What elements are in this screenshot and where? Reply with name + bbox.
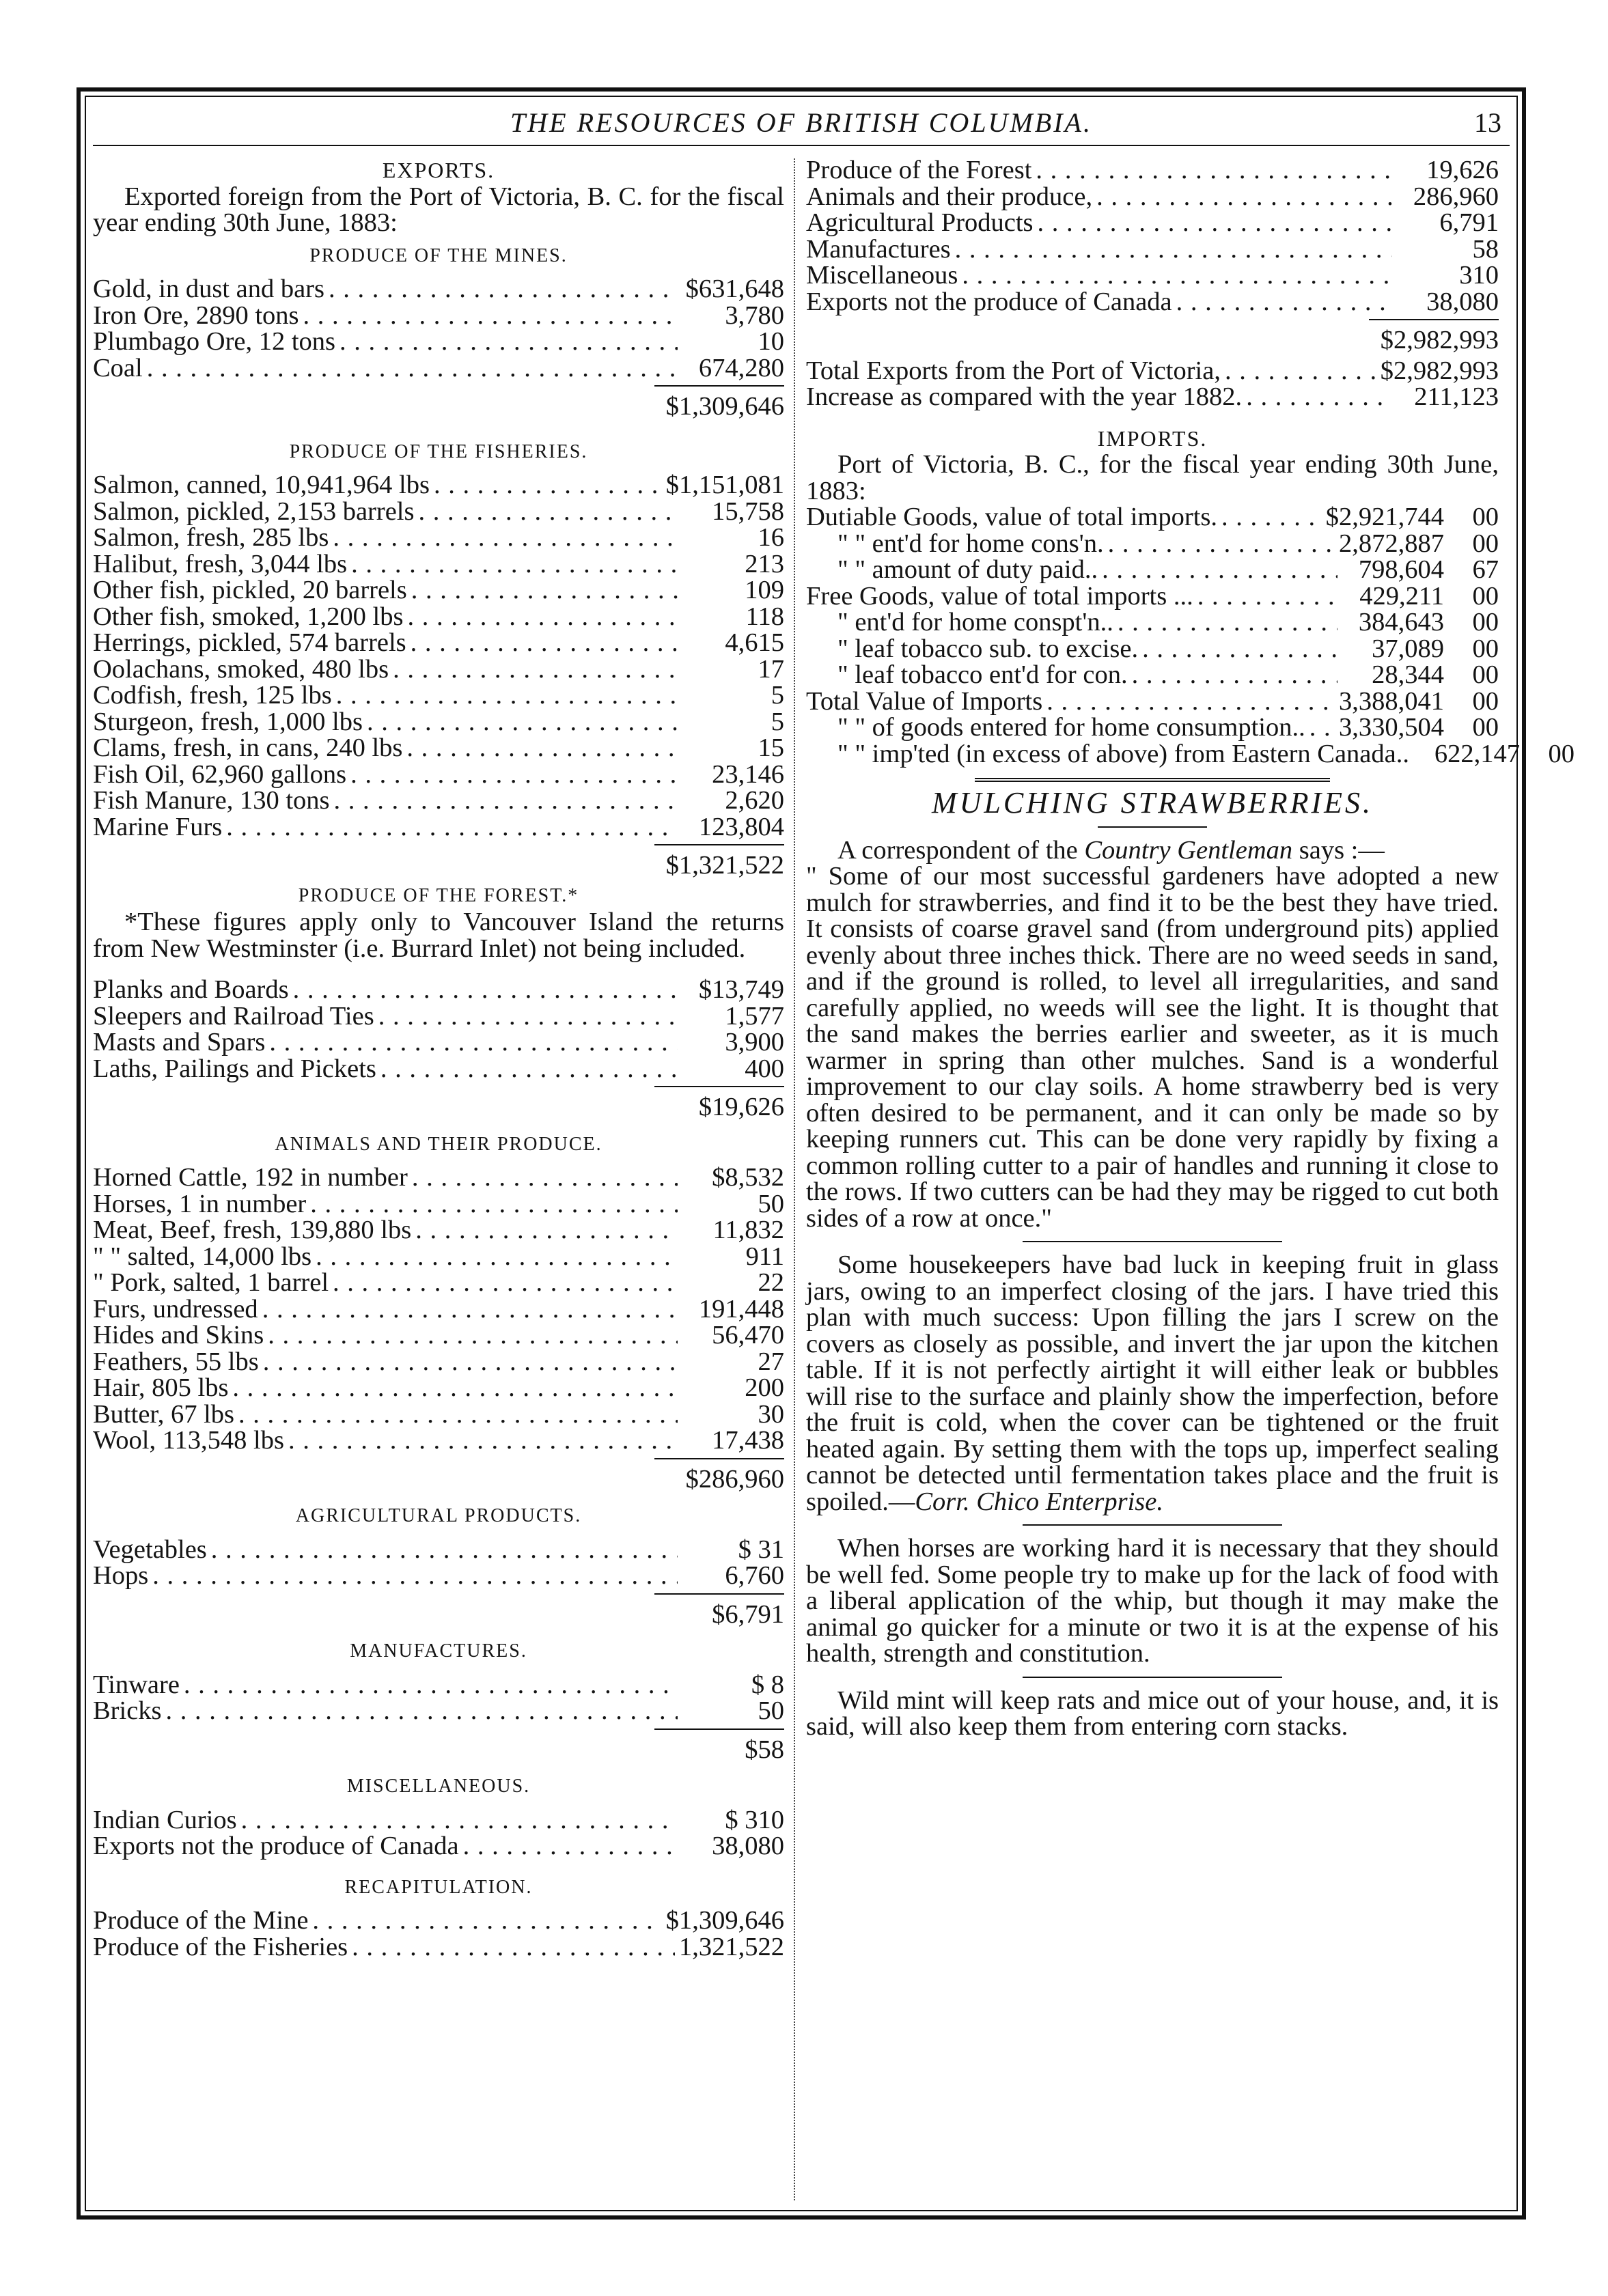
agricultural-heading: AGRICULTURAL PRODUCTS. <box>295 1505 582 1526</box>
forest-note: *These figures apply only to Vancouver Island the returns from New Westminster (i.e. Burrard Inlet) not being included. <box>93 908 784 963</box>
table-row <box>93 1537 784 1563</box>
row-value: 6,760 <box>725 1561 784 1590</box>
table-row <box>93 355 784 382</box>
row-value: $13,749 <box>698 975 784 1004</box>
leader-dots <box>316 1244 678 1270</box>
row-label: Halibut, fresh, 3,044 lbs <box>93 549 348 578</box>
recapitulation-total: $2,982,993 <box>1380 326 1499 354</box>
row-value: 50 <box>758 1189 784 1218</box>
leader-dots <box>1221 504 1322 531</box>
row-label: Meat, Beef, fresh, 139,880 lbs <box>93 1216 412 1244</box>
imports-row <box>806 504 1499 531</box>
mines-total: $1,309,646 <box>665 392 784 421</box>
page-header <box>93 102 1510 146</box>
row-label: Clams, fresh, in cans, 240 lbs <box>93 733 403 762</box>
forest-total: $19,626 <box>698 1093 784 1121</box>
row-label: Other fish, smoked, 1,200 lbs <box>93 602 404 631</box>
row-label: Planks and Boards <box>93 975 289 1004</box>
row-value: 1,321,522 <box>679 1932 784 1961</box>
row-value: 6,791 <box>1439 208 1499 237</box>
table-row <box>806 358 1499 384</box>
leader-dots <box>351 551 678 578</box>
row-label: Produce of the Forest <box>806 156 1032 184</box>
row-cents: 00 <box>1472 608 1499 636</box>
row-label: " " imp'ted (in excess of above) from Eastern Canada.. <box>837 739 1409 768</box>
table-row <box>93 1056 784 1082</box>
row-label: Sleepers and Railroad Ties <box>93 1001 374 1031</box>
table-row <box>93 1807 784 1834</box>
leader-dots <box>152 1563 678 1589</box>
leader-dots <box>238 1401 678 1428</box>
leader-dots <box>241 1807 678 1834</box>
running-title: THE RESOURCES OF BRITISH COLUMBIA. <box>510 107 1092 138</box>
imports-intro: Port of Victoria, B. C., for the fiscal year ending 30th June, 1883: <box>806 450 1499 505</box>
row-value: 123,804 <box>698 812 784 841</box>
row-value: 15,758 <box>712 496 784 526</box>
forest-table <box>93 977 784 1082</box>
row-value: 384,643 <box>1358 608 1444 636</box>
row-label: Feathers, 55 lbs <box>93 1347 259 1376</box>
fruit-body: Some housekeepers have bad luck in keeping fruit in glass jars, owing to an imperfect closing of the jars. I have tried this plan with much success: Upon filling the jars I screw on the covers as closely as possible, and invert the jar upon the kitchen table. If it is not perfectly airtight it will either leak or bubbles will rise to the surface and plainly show the imperfection, before the fruit is cold, when the cover can be tightened or the fruit heated again. By setting them with the tops up, imperfect sealing cannot be detected until fermentation takes place and the fruit is spoiled.— <box>806 1250 1499 1516</box>
row-label: Other fish, pickled, 20 barrels <box>93 576 407 604</box>
row-value: 17 <box>758 654 784 684</box>
table-row <box>93 682 784 709</box>
row-label: Herrings, pickled, 574 barrels <box>93 628 406 657</box>
mines-heading: PRODUCE OF THE MINES. <box>309 244 568 266</box>
table-row <box>93 1217 784 1244</box>
table-row <box>806 157 1499 184</box>
leader-dots <box>378 1003 678 1030</box>
table-row <box>806 210 1499 236</box>
table-row <box>93 1244 784 1270</box>
fisheries-heading: PRODUCE OF THE FISHERIES. <box>289 440 588 462</box>
leader-dots <box>1225 358 1376 384</box>
table-row <box>93 1375 784 1401</box>
table-row <box>93 577 784 604</box>
row-label: Exports not the produce of Canada <box>806 287 1172 316</box>
row-value: 213 <box>745 549 784 578</box>
recapitulation-table-part1 <box>93 1907 784 1960</box>
row-value: 4,615 <box>725 628 784 657</box>
table-row <box>93 1349 784 1375</box>
leader-dots <box>312 1907 661 1934</box>
fruit-source: Corr. Chico Enterprise. <box>915 1487 1163 1516</box>
leader-dots <box>293 977 678 1003</box>
row-label: Oolachans, smoked, 480 lbs <box>93 654 389 684</box>
row-label: Increase as compared with the year 1882. <box>806 382 1243 411</box>
row-value: 310 <box>1459 261 1499 290</box>
leader-dots <box>411 577 678 604</box>
mulching-lead-text: A correspondent of the <box>837 835 1085 865</box>
article-separator-2 <box>1023 1524 1282 1526</box>
table-row <box>93 1833 784 1860</box>
miscellaneous-heading: MISCELLANEOUS. <box>346 1776 531 1797</box>
table-row <box>93 1698 784 1724</box>
leader-dots <box>1038 210 1392 236</box>
row-label: " " amount of duty paid.. <box>837 555 1098 584</box>
row-value: 1,577 <box>725 1001 784 1031</box>
row-cents: 00 <box>1472 634 1499 663</box>
row-label: Plumbago Ore, 12 tons <box>93 327 336 356</box>
leader-dots <box>1246 384 1392 410</box>
row-label: " " salted, 14,000 lbs <box>93 1242 312 1271</box>
leader-dots <box>262 1296 678 1323</box>
row-label: Fish Manure, 130 tons <box>93 786 330 815</box>
row-value: 674,280 <box>698 353 784 382</box>
leader-dots <box>352 1934 675 1961</box>
leader-dots <box>1132 662 1337 688</box>
row-value: 3,780 <box>725 300 784 330</box>
imports-row <box>806 714 1499 741</box>
row-value: $8,532 <box>712 1163 784 1192</box>
table-row <box>93 1270 784 1296</box>
animals-heading: ANIMALS AND THEIR PRODUCE. <box>275 1133 602 1155</box>
row-value: 5 <box>771 707 784 736</box>
leader-dots <box>1102 557 1337 583</box>
imports-row <box>806 739 1575 768</box>
leader-dots <box>303 303 678 329</box>
leader-dots <box>226 814 678 841</box>
row-value: 30 <box>758 1399 784 1429</box>
table-row <box>806 236 1499 263</box>
recapitulation-heading: RECAPITULATION. <box>344 1876 533 1898</box>
row-value: 3,900 <box>725 1028 784 1056</box>
leader-dots <box>147 355 678 382</box>
horses-article: When horses are working hard it is necessary that they should be well fed. Some people try to make up for the lack of food with a liberal application of the whip, but though it may make the animal go quicker for a minute or two it is at the expense of his health, strength and constitution. <box>806 1534 1499 1668</box>
row-value: 798,604 <box>1358 555 1444 584</box>
mulching-body: " Some of our most successful gardeners have adopted a new mulch for strawberries, and find it to be the best they have tried. It consists of coarse gravel sand (from underground pits) applied evenly about three inches thick. There are no weed seeds in sand, and if the ground is rolled, to level all irregularities, and sand carefully applied, no weeds will see the light. It is thought that the sand makes the berries earlier and sweeter, as it is much warmer in spring than other mulches. Sand is a wonderful improvement to our clay soils. A home strawberry bed is very often desired to be permanent, and it can only be made so by keeping runners cut. This can be done very rapidly by fixing a common rolling cutter to a pair of handles and running it close to the rows. If two cutters can be had they may be rigged to cut both sides of a row at once." <box>806 862 1499 1233</box>
leader-dots <box>1046 688 1335 715</box>
imports-row <box>806 583 1499 610</box>
imports-row <box>806 531 1499 557</box>
row-cents: 00 <box>1472 686 1499 716</box>
row-value: $1,309,646 <box>665 1906 784 1935</box>
exports-intro: Exported foreign from the Port of Victoria, B. C. for the fiscal year ending 30th June, 1883: <box>93 182 784 237</box>
table-row <box>93 472 784 499</box>
table-row <box>93 328 784 355</box>
imports-heading: IMPORTS. <box>1097 425 1208 451</box>
row-value: 58 <box>1472 234 1499 264</box>
row-label: Tinware <box>93 1670 180 1699</box>
leader-dots <box>380 1056 678 1082</box>
row-label: Manufactures <box>806 234 951 264</box>
row-value: 23,146 <box>712 759 784 789</box>
row-value: 622,147 <box>1434 739 1520 768</box>
table-row <box>93 276 784 303</box>
row-value: 191,448 <box>698 1294 784 1324</box>
row-cents: 00 <box>1472 503 1499 531</box>
row-label: Produce of the Mine <box>93 1906 309 1935</box>
leader-dots <box>406 735 678 761</box>
row-label: Horned Cattle, 192 in number <box>93 1163 408 1192</box>
manufactures-total: $58 <box>745 1735 784 1764</box>
table-row <box>93 1401 784 1428</box>
table-row <box>93 761 784 788</box>
mint-article: Wild mint will keep rats and mice out of your house, and, it is said, will also keep them from entering corn stacks. <box>806 1685 1499 1741</box>
leader-dots <box>411 630 678 656</box>
page-number: 13 <box>1474 107 1501 138</box>
row-label: Hair, 805 lbs <box>93 1373 229 1402</box>
leader-dots <box>367 709 678 736</box>
row-value: 5 <box>771 681 784 710</box>
row-label: " leaf tobacco ent'd for con. <box>837 660 1128 689</box>
row-label: Total Value of Imports <box>806 686 1043 716</box>
recapitulation-summary <box>806 358 1499 410</box>
animals-table <box>93 1164 784 1454</box>
row-value: 211,123 <box>1414 382 1499 411</box>
table-row <box>93 1029 784 1056</box>
table-row <box>93 524 784 551</box>
row-value: $2,982,993 <box>1380 356 1499 385</box>
row-label: Produce of the Fisheries <box>93 1932 348 1961</box>
row-value: $631,648 <box>685 275 784 303</box>
right-column <box>806 156 1575 1741</box>
row-label: Horses, 1 in number <box>93 1189 307 1218</box>
row-label: Exports not the produce of Canada <box>93 1832 459 1860</box>
row-cents: 00 <box>1472 581 1499 611</box>
row-value: 19,626 <box>1426 156 1499 184</box>
row-value: 200 <box>745 1373 784 1402</box>
row-value: 38,080 <box>712 1832 784 1860</box>
row-label: " ent'd for home conspt'n.. <box>837 608 1113 636</box>
leader-dots <box>166 1698 678 1724</box>
table-row <box>93 630 784 656</box>
table-row <box>93 787 784 814</box>
row-value: 286,960 <box>1413 182 1499 211</box>
leader-dots <box>1036 157 1392 184</box>
row-value: 22 <box>758 1268 784 1297</box>
row-label: Marine Furs <box>93 812 223 841</box>
leader-dots <box>393 656 678 683</box>
table-row <box>806 384 1499 410</box>
row-label: Miscellaneous <box>806 261 958 290</box>
forest-heading: PRODUCE OF THE FOREST.* <box>298 884 579 906</box>
agricultural-table <box>93 1537 784 1589</box>
row-value: 429,211 <box>1359 581 1444 611</box>
manufactures-table <box>93 1672 784 1724</box>
row-label: Sturgeon, fresh, 1,000 lbs <box>93 707 363 736</box>
row-value: $ 310 <box>725 1805 784 1834</box>
imports-row <box>806 662 1499 688</box>
table-row <box>93 709 784 736</box>
table-row <box>93 735 784 761</box>
mulching-lead <box>806 837 1499 864</box>
table-row <box>93 1164 784 1191</box>
row-label: Iron Ore, 2890 tons <box>93 300 299 330</box>
article-separator-3 <box>1023 1677 1282 1678</box>
row-label: Laths, Pailings and Pickets <box>93 1054 376 1083</box>
leader-dots <box>263 1349 678 1375</box>
table-row <box>93 1934 784 1961</box>
row-label: Coal <box>93 353 143 382</box>
row-label: Wool, 113,548 lbs <box>93 1426 284 1455</box>
leader-dots <box>333 524 678 551</box>
row-value: 10 <box>758 327 784 356</box>
leader-dots <box>1309 714 1335 741</box>
row-value: 2,872,887 <box>1339 529 1444 558</box>
leader-dots <box>412 1164 678 1191</box>
row-label: Agricultural Products <box>806 208 1034 237</box>
mulching-source: Country Gentleman <box>1084 835 1293 865</box>
table-row <box>93 1003 784 1030</box>
table-row <box>93 300 784 330</box>
leader-dots <box>288 1427 678 1454</box>
table-row <box>806 184 1499 210</box>
section-double-rule <box>975 778 1330 782</box>
miscellaneous-table <box>93 1807 784 1860</box>
row-label: Indian Curios <box>93 1805 237 1834</box>
table-row <box>806 289 1499 316</box>
leader-dots <box>463 1833 678 1860</box>
recapitulation-table-part2 <box>806 157 1499 315</box>
row-value: 38,080 <box>1426 287 1499 316</box>
row-cents: 00 <box>1548 739 1575 768</box>
leader-dots <box>339 328 678 355</box>
leader-dots <box>329 276 678 303</box>
imports-row <box>806 609 1499 636</box>
table-row <box>93 496 784 526</box>
row-label: Total Exports from the Port of Victoria, <box>806 356 1221 385</box>
table-row <box>93 1563 784 1589</box>
leader-dots <box>1118 609 1337 636</box>
row-value: 28,344 <box>1372 660 1444 689</box>
row-value: 17,438 <box>712 1426 784 1455</box>
row-label: Vegetables <box>93 1535 207 1564</box>
agricultural-total: $6,791 <box>712 1599 784 1629</box>
exports-heading: EXPORTS. <box>382 158 495 182</box>
mulching-title: MULCHING STRAWBERRIES. <box>931 786 1374 820</box>
row-value: 27 <box>758 1347 784 1376</box>
table-row <box>93 1191 784 1218</box>
row-label: Masts and Spars <box>93 1028 266 1056</box>
imports-row <box>806 636 1499 662</box>
mines-table <box>93 276 784 381</box>
table-row <box>93 814 784 841</box>
leader-dots <box>962 262 1392 289</box>
row-value: 50 <box>758 1696 784 1725</box>
manufactures-heading: MANUFACTURES. <box>350 1640 527 1662</box>
row-label: " Pork, salted, 1 barrel <box>93 1268 329 1297</box>
leader-dots <box>211 1537 678 1563</box>
row-cents: 00 <box>1472 713 1499 742</box>
table-row <box>93 1322 784 1349</box>
leader-dots <box>310 1191 678 1218</box>
leader-dots <box>415 1217 678 1244</box>
leader-dots <box>333 1270 678 1296</box>
leader-dots <box>1108 531 1335 557</box>
animals-total: $286,960 <box>685 1464 784 1494</box>
leader-dots <box>184 1672 678 1698</box>
imports-table <box>806 503 1575 768</box>
imports-row <box>806 688 1499 715</box>
table-row <box>93 1907 784 1934</box>
row-value: $ 31 <box>738 1535 784 1564</box>
leader-dots <box>407 604 678 630</box>
row-value: 2,620 <box>725 786 784 815</box>
left-column <box>93 157 784 1960</box>
fisheries-total: $1,321,522 <box>665 851 784 880</box>
row-label: Salmon, canned, 10,941,964 lbs <box>93 471 430 499</box>
row-label: Hops <box>93 1561 149 1590</box>
row-label: Furs, undressed <box>93 1294 258 1324</box>
table-row <box>93 1672 784 1698</box>
row-label: Salmon, fresh, 285 lbs <box>93 523 329 552</box>
leader-dots <box>269 1029 678 1056</box>
mulching-lead-suffix: says :— <box>1292 835 1385 865</box>
row-value: 400 <box>745 1054 784 1083</box>
row-value: 109 <box>745 576 784 604</box>
row-cents: 00 <box>1472 529 1499 558</box>
leader-dots <box>434 472 662 499</box>
row-label: Butter, 67 lbs <box>93 1399 234 1429</box>
leader-dots <box>268 1322 678 1349</box>
row-value: $1,151,081 <box>665 471 784 499</box>
row-value: $ 8 <box>751 1670 784 1699</box>
leader-dots <box>334 787 678 814</box>
row-label: Dutiable Goods, value of total imports. <box>806 503 1217 531</box>
leader-dots <box>1096 184 1392 210</box>
leader-dots <box>1176 289 1392 316</box>
row-label: Animals and their produce, <box>806 182 1093 211</box>
row-value: 15 <box>758 733 784 762</box>
row-label: Hides and Skins <box>93 1321 264 1349</box>
leader-dots <box>1142 636 1337 662</box>
leader-dots <box>350 761 678 788</box>
table-row <box>93 1427 784 1454</box>
table-row <box>93 551 784 578</box>
row-cents: 67 <box>1472 555 1499 584</box>
row-value: 11,832 <box>712 1216 784 1244</box>
row-value: $2,921,744 <box>1325 503 1444 531</box>
row-value: 56,470 <box>712 1321 784 1349</box>
row-value: 911 <box>745 1242 784 1271</box>
row-value: 3,330,504 <box>1339 713 1444 742</box>
row-label: Salmon, pickled, 2,153 barrels <box>93 496 415 526</box>
table-row <box>93 977 784 1003</box>
row-cents: 00 <box>1472 660 1499 689</box>
fruit-article <box>806 1252 1499 1515</box>
row-label: Fish Oil, 62,960 gallons <box>93 759 347 789</box>
leader-dots <box>1197 583 1337 610</box>
row-label: Free Goods, value of total imports ... <box>806 581 1193 611</box>
fisheries-table <box>93 472 784 840</box>
article-separator-1 <box>1023 1241 1282 1242</box>
row-label: Bricks <box>93 1696 162 1725</box>
row-value: 37,089 <box>1372 634 1444 663</box>
row-label: " " ent'd for home cons'n. <box>837 529 1104 558</box>
row-label: Gold, in dust and bars <box>93 275 324 303</box>
table-row <box>93 604 784 630</box>
row-label: " " of goods entered for home consumption.. <box>837 713 1305 742</box>
table-row <box>93 656 784 683</box>
row-value: 118 <box>745 602 784 631</box>
table-row <box>806 262 1499 289</box>
row-label: Codfish, fresh, 125 lbs <box>93 681 332 710</box>
table-row <box>93 1296 784 1323</box>
row-label: " leaf tobacco sub. to excise. <box>837 634 1139 663</box>
row-value: 16 <box>758 523 784 552</box>
title-rule <box>1098 826 1207 828</box>
leader-dots <box>418 499 678 525</box>
row-value: 3,388,041 <box>1339 686 1444 716</box>
leader-dots <box>955 236 1392 263</box>
leader-dots <box>336 682 678 709</box>
imports-row <box>806 557 1499 583</box>
leader-dots <box>232 1375 678 1401</box>
column-divider <box>794 158 795 2200</box>
